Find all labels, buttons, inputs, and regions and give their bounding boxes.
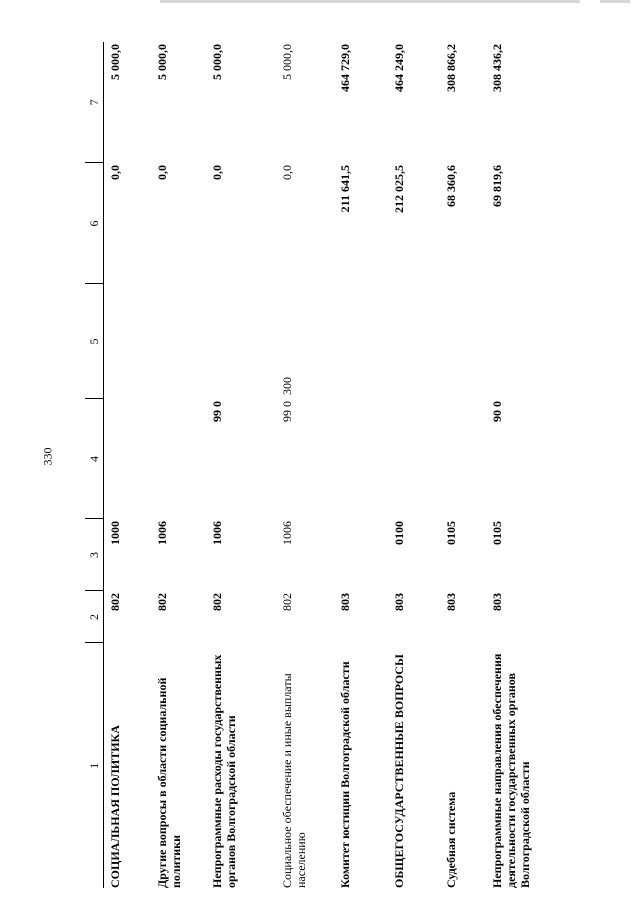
table-row: [276, 42, 334, 888]
table-row: [334, 42, 388, 888]
cell-section: 0105: [489, 521, 504, 545]
cell-target: [151, 399, 206, 519]
row-name: Социальное обеспечение и иные выплаты населению: [279, 673, 308, 888]
cell-expense-type: [388, 284, 440, 399]
column-header: 3: [85, 519, 104, 591]
column-header: 6: [85, 163, 104, 284]
cell-target: 99 0: [209, 401, 224, 422]
cell-code: 803: [337, 593, 352, 611]
cell-target: [440, 399, 486, 519]
cell-amount-6: 211 641,5: [337, 165, 352, 213]
cell-section: 1000: [108, 521, 122, 545]
cell-amount-7: 5 000,0: [108, 44, 122, 80]
row-name: Непрограммные направления обеспечения деятельности государственных органов Волгоградской области: [489, 653, 532, 888]
cell-target: [334, 399, 388, 519]
row-name: Другие вопросы в области социальной политики: [154, 677, 183, 888]
cell-code: 802: [279, 593, 294, 611]
column-header: 7: [85, 42, 104, 163]
cell-code: 803: [489, 593, 504, 611]
table-row: [388, 42, 440, 888]
table-row: [104, 42, 151, 888]
row-name: ОБЩЕГОСУДАРСТВЕННЫЕ ВОПРОСЫ: [391, 654, 406, 888]
cell-amount-7: 5 000,0: [209, 44, 224, 80]
cell-amount-6: 212 025,5: [391, 165, 406, 213]
table-row: [151, 42, 206, 888]
cell-amount-6: 0,0: [108, 165, 122, 180]
page-number-text: 330: [40, 447, 55, 465]
cell-amount-7: 308 436,2: [489, 44, 504, 92]
cell-code: 803: [443, 593, 458, 611]
cell-target: 99 0: [279, 401, 294, 422]
cell-section: 0100: [391, 521, 406, 545]
budget-table: [85, 42, 566, 888]
table-row: [206, 42, 276, 888]
cell-expense-type: [334, 284, 388, 399]
cell-expense-type: [151, 284, 206, 399]
table-header-row: [85, 42, 104, 888]
cell-target: [388, 399, 440, 519]
cell-section: 1006: [209, 521, 224, 545]
row-name: СОЦИАЛЬНАЯ ПОЛИТИКА: [108, 725, 122, 888]
cell-amount-7: 464 249,0: [391, 44, 406, 92]
cell-code: 802: [154, 593, 169, 611]
column-header: 2: [85, 591, 104, 643]
cell-amount-7: 308 866,2: [443, 44, 458, 92]
cell-amount-7: 5 000,0: [279, 44, 294, 80]
cell-section: 0105: [443, 521, 458, 545]
page-number: [38, 447, 58, 465]
cell-amount-7: 5 000,0: [154, 44, 169, 80]
row-name: Непрограммные расходы государственных органов Волгоградской области: [209, 654, 238, 888]
cell-expense-type: [206, 284, 276, 399]
scan-edge-mark: [600, 0, 630, 3]
cell-expense-type: 300: [279, 377, 294, 395]
column-header: 4: [85, 399, 104, 519]
table-row: [440, 42, 486, 888]
table-row: [486, 42, 566, 888]
cell-target: 90 0: [489, 401, 504, 422]
cell-expense-type: [104, 284, 151, 399]
cell-target: [104, 399, 151, 519]
column-header: 1: [85, 643, 104, 888]
cell-amount-6: 0,0: [279, 165, 294, 180]
cell-section: [334, 519, 388, 591]
cell-amount-6: 68 360,6: [443, 165, 458, 207]
cell-code: 802: [108, 593, 122, 611]
cell-amount-6: 0,0: [154, 165, 169, 180]
row-name: Комитет юстиции Волгоградской области: [337, 661, 352, 888]
scan-edge-mark: [160, 0, 580, 3]
row-name: Судебная система: [443, 791, 458, 888]
cell-code: 802: [209, 593, 224, 611]
cell-amount-7: 464 729,0: [337, 44, 352, 92]
cell-section: 1006: [154, 521, 169, 545]
rotated-page-content: [85, 42, 625, 888]
cell-expense-type: [440, 284, 486, 399]
cell-amount-6: 0,0: [209, 165, 224, 180]
cell-code: 803: [391, 593, 406, 611]
cell-expense-type: [486, 284, 566, 399]
column-header: 5: [85, 284, 104, 399]
cell-amount-6: 69 819,6: [489, 165, 504, 207]
cell-section: 1006: [279, 521, 294, 545]
